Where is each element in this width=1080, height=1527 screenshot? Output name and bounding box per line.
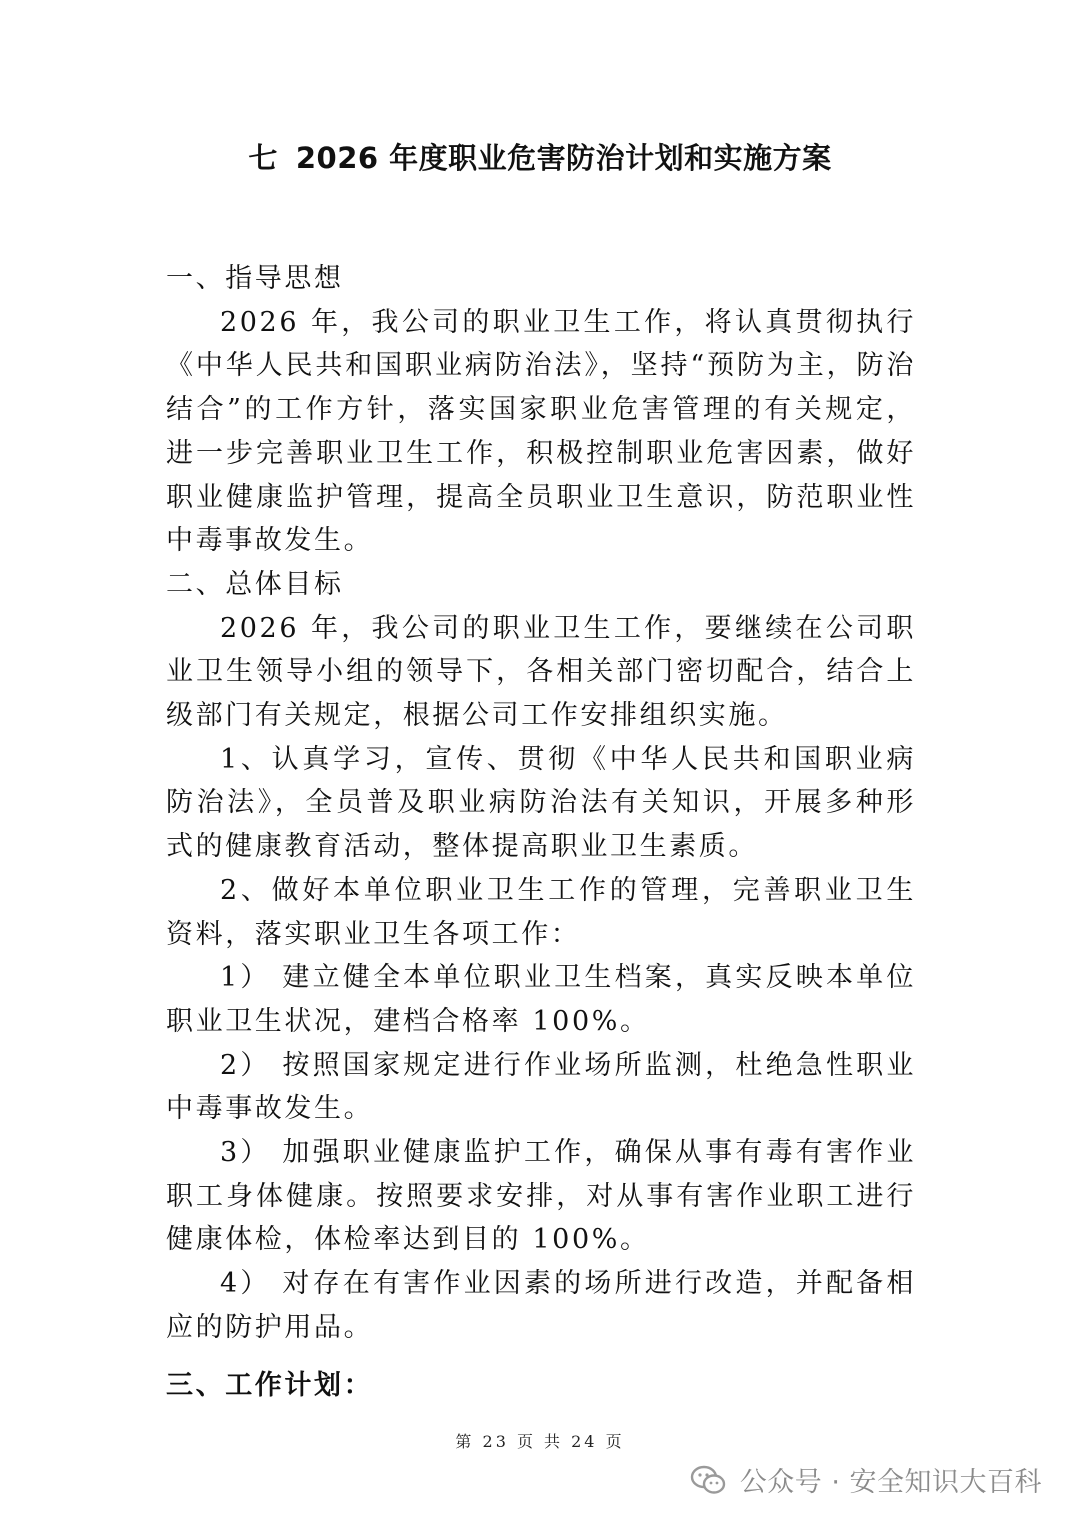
title-text: 2026 年度职业危害防治计划和实施方案: [295, 141, 832, 175]
section-heading-guiding-ideology: 一、指导思想: [166, 263, 344, 294]
sub-item-1: 1） 建立健全本单位职业卫生档案，真实反映本单位职业卫生状况，建档合格率 100%。: [166, 962, 916, 1037]
section-heading-work-plan: 三、工作计划：: [166, 1369, 374, 1401]
sub-item-4: 4） 对存在有害作业因素的场所进行改造，并配备相应的防护用品。: [166, 1268, 916, 1343]
title-number: 七: [248, 141, 278, 175]
watermark: [690, 1460, 1042, 1499]
wechat-icon: [690, 1465, 726, 1495]
document-body: [166, 257, 916, 1407]
sub-item-3: 3） 加强职业健康监护工作，确保从事有毒有害作业职工身体健康。按照要求安排，对从事有害作业职工进行健康体检，体检率达到目的 100%。: [166, 1137, 916, 1256]
watermark-text: 公众号 · 安全知识大百科: [739, 1467, 1042, 1498]
section-heading-overall-goal: 二、总体目标: [166, 568, 344, 600]
sub-item-2: 2） 按照国家规定进行作业场所监测，杜绝急性职业中毒事故发生。: [166, 1049, 916, 1125]
document-title: [0, 136, 1080, 180]
paragraph: 2026 年，我公司的职业卫生工作，将认真贯彻执行《中华人民共和国职业病防治法》，坚持“预防为主，防治结合”的工作方针，落实国家职业危害管理的有关规定，进一步完善职业卫生工作，积极控制职业危害因素，做好职业健康监护管理，提高全员职业卫生意识，防范职业性中毒事故发生。: [166, 306, 916, 557]
paragraph: 2026 年，我公司的职业卫生工作，要继续在公司职业卫生领导小组的领导下，各相关部门密切配合，结合上级部门有关规定，根据公司工作安排组织实施。: [166, 612, 916, 732]
paragraph-item-2: 2、做好本单位职业卫生工作的管理，完善职业卫生资料，落实职业卫生各项工作：: [166, 874, 916, 950]
page-number: 第 23 页 共 24 页: [455, 1432, 625, 1451]
paragraph-item-1: 1、认真学习，宣传、贯彻《中华人民共和国职业病防治法》，全员普及职业病防治法有关知识，开展多种形式的健康教育活动，整体提高职业卫生素质。: [166, 743, 916, 863]
